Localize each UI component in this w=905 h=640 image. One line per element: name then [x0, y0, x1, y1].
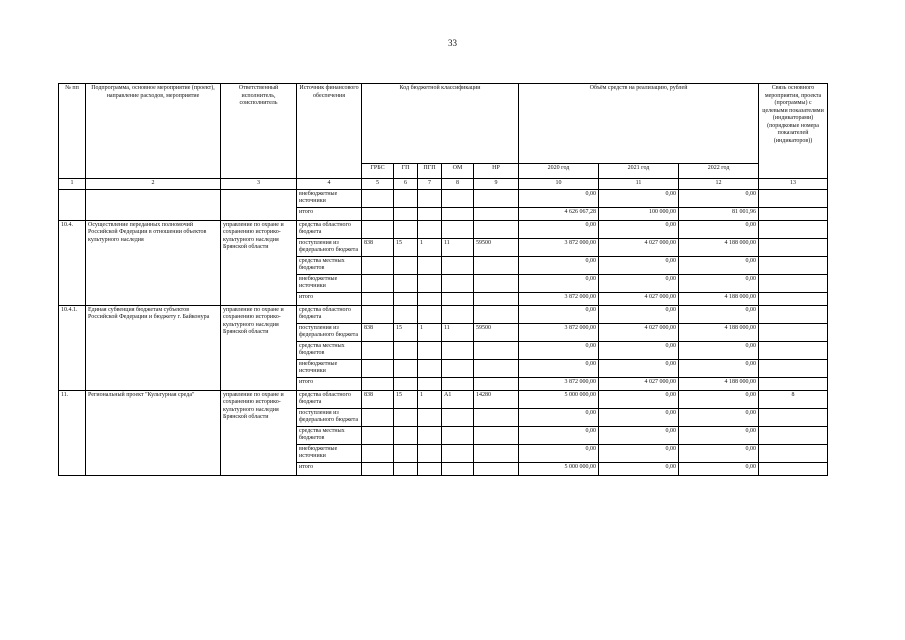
code-gp: [394, 305, 418, 323]
amount-2022: 0,00: [679, 220, 759, 238]
indicator-link: [759, 238, 828, 256]
code-pgp: [418, 341, 442, 359]
indicator-link: [759, 359, 828, 377]
executor: управление по охране и сохранению историко-культурного наследия Брянской области: [221, 390, 297, 475]
code-nr: 59500: [474, 238, 519, 256]
funding-source: внебюджетные источники: [297, 359, 362, 377]
code-om: 11: [442, 238, 474, 256]
header-grbs: ГРБС: [362, 164, 394, 179]
amount-2022: 0,00: [679, 462, 759, 475]
row-number: [59, 189, 86, 220]
amount-2021: 100 000,00: [599, 207, 679, 220]
header-no: № пп: [59, 84, 86, 179]
header-program: Подпрограмма, основное мероприятие (проект), направление расходов, мероприятие: [86, 84, 221, 179]
code-nr: [474, 341, 519, 359]
code-pgp: [418, 189, 442, 207]
amount-2020: 0,00: [519, 274, 599, 292]
indicator-link: [759, 207, 828, 220]
code-nr: [474, 220, 519, 238]
indicator-link: [759, 220, 828, 238]
code-gp: [394, 408, 418, 426]
code-gp: [394, 444, 418, 462]
amount-2021: 4 027 000,00: [599, 323, 679, 341]
column-number: 11: [599, 179, 679, 190]
code-om: [442, 220, 474, 238]
header-executor: Ответственный исполнитель, соисполнитель: [221, 84, 297, 179]
code-gp: 15: [394, 390, 418, 408]
amount-2020: 0,00: [519, 359, 599, 377]
amount-2020: 0,00: [519, 426, 599, 444]
amount-2021: 0,00: [599, 274, 679, 292]
amount-2020: 5 000 000,00: [519, 390, 599, 408]
funding-source: средства областного бюджета: [297, 390, 362, 408]
funding-source: средства местных бюджетов: [297, 256, 362, 274]
indicator-link: [759, 274, 828, 292]
code-om: [442, 408, 474, 426]
amount-2022: 81 001,96: [679, 207, 759, 220]
indicator-link: [759, 408, 828, 426]
code-om: [442, 305, 474, 323]
code-pgp: [418, 359, 442, 377]
indicator-link: [759, 256, 828, 274]
amount-2021: 4 027 000,00: [599, 238, 679, 256]
row-number: 10.4.1.: [59, 305, 86, 390]
code-gp: [394, 207, 418, 220]
code-nr: 14280: [474, 390, 519, 408]
code-gp: [394, 220, 418, 238]
code-grbs: [362, 444, 394, 462]
funding-source: поступления из федерального бюджета: [297, 408, 362, 426]
column-number: 5: [362, 179, 394, 190]
amount-2020: 0,00: [519, 305, 599, 323]
funding-source: средства местных бюджетов: [297, 341, 362, 359]
code-om: [442, 341, 474, 359]
code-grbs: 838: [362, 323, 394, 341]
code-nr: [474, 305, 519, 323]
code-nr: [474, 408, 519, 426]
header-nr: НР: [474, 164, 519, 179]
code-om: [442, 426, 474, 444]
code-om: [442, 292, 474, 305]
code-pgp: [418, 274, 442, 292]
code-pgp: [418, 408, 442, 426]
code-nr: [474, 274, 519, 292]
amount-2021: 0,00: [599, 189, 679, 207]
code-nr: 59500: [474, 323, 519, 341]
table-row: [59, 305, 828, 323]
column-number: 2: [86, 179, 221, 190]
amount-2022: 0,00: [679, 256, 759, 274]
code-pgp: [418, 426, 442, 444]
amount-2022: 0,00: [679, 390, 759, 408]
table-row: [59, 390, 828, 408]
amount-2022: 0,00: [679, 426, 759, 444]
code-pgp: [418, 305, 442, 323]
amount-2020: 4 626 067,28: [519, 207, 599, 220]
code-om: [442, 462, 474, 475]
funding-source: поступления из федерального бюджета: [297, 238, 362, 256]
executor: управление по охране и сохранению историко-культурного наследия Брянской области: [221, 220, 297, 305]
code-nr: [474, 444, 519, 462]
funding-source: внебюджетные источники: [297, 444, 362, 462]
code-grbs: [362, 305, 394, 323]
column-number: 8: [442, 179, 474, 190]
code-grbs: 838: [362, 238, 394, 256]
code-grbs: [362, 341, 394, 359]
funding-source: внебюджетные источники: [297, 189, 362, 207]
code-gp: [394, 256, 418, 274]
column-number: 10: [519, 179, 599, 190]
code-gp: [394, 462, 418, 475]
indicator-link: [759, 426, 828, 444]
code-nr: [474, 377, 519, 390]
code-om: [442, 377, 474, 390]
code-pgp: [418, 256, 442, 274]
code-om: [442, 444, 474, 462]
amount-2021: 0,00: [599, 462, 679, 475]
indicator-link: [759, 341, 828, 359]
code-nr: [474, 207, 519, 220]
code-gp: [394, 292, 418, 305]
amount-2020: 0,00: [519, 444, 599, 462]
header-link: Связь основного мероприятия, проекта (программы) с целевыми показателями (индикаторами) (порядковые номера показателей (индикаторов)): [759, 84, 828, 179]
amount-2021: 0,00: [599, 359, 679, 377]
code-grbs: [362, 408, 394, 426]
program-name: Осуществление переданных полномочий Российской Федерации в отношении объектов культурного наследия: [86, 220, 221, 305]
funding-source: средства областного бюджета: [297, 305, 362, 323]
code-gp: 15: [394, 323, 418, 341]
code-om: [442, 359, 474, 377]
funding-source: средства местных бюджетов: [297, 426, 362, 444]
amount-2021: 0,00: [599, 305, 679, 323]
program-name: [86, 189, 221, 220]
header-2022: 2022 год: [679, 164, 759, 179]
header-volume: Объём средств на реализацию, рублей: [519, 84, 759, 164]
code-grbs: [362, 274, 394, 292]
code-pgp: [418, 462, 442, 475]
code-grbs: [362, 220, 394, 238]
header-budget-code: Код бюджетной классификации: [362, 84, 519, 164]
amount-2020: 0,00: [519, 189, 599, 207]
amount-2022: 0,00: [679, 444, 759, 462]
indicator-link: [759, 305, 828, 323]
code-nr: [474, 256, 519, 274]
code-nr: [474, 359, 519, 377]
funding-source: итого: [297, 207, 362, 220]
page-number: 33: [448, 38, 457, 48]
column-number: 3: [221, 179, 297, 190]
indicator-link: [759, 189, 828, 207]
amount-2021: 0,00: [599, 444, 679, 462]
code-om: A1: [442, 390, 474, 408]
code-gp: [394, 274, 418, 292]
code-nr: [474, 189, 519, 207]
amount-2021: 0,00: [599, 220, 679, 238]
funding-source: итого: [297, 462, 362, 475]
code-om: [442, 189, 474, 207]
executor: [221, 189, 297, 220]
executor: управление по охране и сохранению историко-культурного наследия Брянской области: [221, 305, 297, 390]
amount-2021: 4 027 000,00: [599, 377, 679, 390]
code-pgp: [418, 220, 442, 238]
code-pgp: [418, 292, 442, 305]
amount-2020: 0,00: [519, 256, 599, 274]
amount-2021: 0,00: [599, 341, 679, 359]
header-om: ОМ: [442, 164, 474, 179]
code-om: [442, 207, 474, 220]
code-grbs: [362, 462, 394, 475]
indicator-link: 8: [759, 390, 828, 408]
program-name: Региональный проект "Культурная среда": [86, 390, 221, 475]
amount-2021: 0,00: [599, 408, 679, 426]
table-body: [59, 189, 828, 475]
column-number: 12: [679, 179, 759, 190]
amount-2022: 4 188 000,00: [679, 323, 759, 341]
header-source: Источник финансового обеспечения: [297, 84, 362, 179]
code-gp: 15: [394, 238, 418, 256]
amount-2021: 0,00: [599, 426, 679, 444]
column-number: 13: [759, 179, 828, 190]
code-gp: [394, 359, 418, 377]
header-gp: ГП: [394, 164, 418, 179]
code-pgp: [418, 444, 442, 462]
code-grbs: [362, 256, 394, 274]
code-grbs: [362, 189, 394, 207]
code-om: [442, 274, 474, 292]
funding-source: средства областного бюджета: [297, 220, 362, 238]
row-number: 10.4.: [59, 220, 86, 305]
row-number: 11.: [59, 390, 86, 475]
funding-source: итого: [297, 292, 362, 305]
amount-2022: 0,00: [679, 359, 759, 377]
indicator-link: [759, 462, 828, 475]
code-grbs: [362, 207, 394, 220]
header-2021: 2021 год: [599, 164, 679, 179]
code-grbs: [362, 426, 394, 444]
code-om: 11: [442, 323, 474, 341]
header-2020: 2020 год: [519, 164, 599, 179]
code-gp: [394, 426, 418, 444]
indicator-link: [759, 292, 828, 305]
code-gp: [394, 189, 418, 207]
amount-2022: 4 188 000,00: [679, 377, 759, 390]
funding-source: итого: [297, 377, 362, 390]
code-grbs: [362, 377, 394, 390]
indicator-link: [759, 444, 828, 462]
amount-2021: 0,00: [599, 256, 679, 274]
code-pgp: 1: [418, 390, 442, 408]
header-pgp: ПГП: [418, 164, 442, 179]
amount-2020: 3 872 000,00: [519, 377, 599, 390]
amount-2020: 0,00: [519, 220, 599, 238]
amount-2022: 0,00: [679, 341, 759, 359]
amount-2021: 4 027 000,00: [599, 292, 679, 305]
code-nr: [474, 292, 519, 305]
column-number-row: [59, 179, 828, 190]
amount-2020: 3 872 000,00: [519, 238, 599, 256]
code-nr: [474, 426, 519, 444]
amount-2020: 5 000 000,00: [519, 462, 599, 475]
amount-2022: 4 188 000,00: [679, 238, 759, 256]
column-number: 4: [297, 179, 362, 190]
code-om: [442, 256, 474, 274]
code-pgp: 1: [418, 323, 442, 341]
code-gp: [394, 377, 418, 390]
code-pgp: 1: [418, 238, 442, 256]
indicator-link: [759, 323, 828, 341]
amount-2022: 0,00: [679, 189, 759, 207]
table-row: [59, 189, 828, 207]
column-number: 1: [59, 179, 86, 190]
code-grbs: [362, 292, 394, 305]
amount-2020: 3 872 000,00: [519, 292, 599, 305]
amount-2020: 3 872 000,00: [519, 323, 599, 341]
column-number: 7: [418, 179, 442, 190]
amount-2021: 0,00: [599, 390, 679, 408]
amount-2022: 0,00: [679, 274, 759, 292]
amount-2020: 0,00: [519, 408, 599, 426]
column-number: 6: [394, 179, 418, 190]
column-number: 9: [474, 179, 519, 190]
code-grbs: [362, 359, 394, 377]
amount-2022: 0,00: [679, 408, 759, 426]
program-name: Единая субвенция бюджетам субъектов Российской Федерации и бюджету г. Байконура: [86, 305, 221, 390]
code-gp: [394, 341, 418, 359]
code-nr: [474, 462, 519, 475]
code-pgp: [418, 207, 442, 220]
budget-table: [58, 83, 828, 476]
code-pgp: [418, 377, 442, 390]
amount-2022: 4 188 000,00: [679, 292, 759, 305]
indicator-link: [759, 377, 828, 390]
table-row: [59, 220, 828, 238]
funding-source: поступления из федерального бюджета: [297, 323, 362, 341]
code-grbs: 838: [362, 390, 394, 408]
funding-source: внебюджетные источники: [297, 274, 362, 292]
amount-2020: 0,00: [519, 341, 599, 359]
amount-2022: 0,00: [679, 305, 759, 323]
